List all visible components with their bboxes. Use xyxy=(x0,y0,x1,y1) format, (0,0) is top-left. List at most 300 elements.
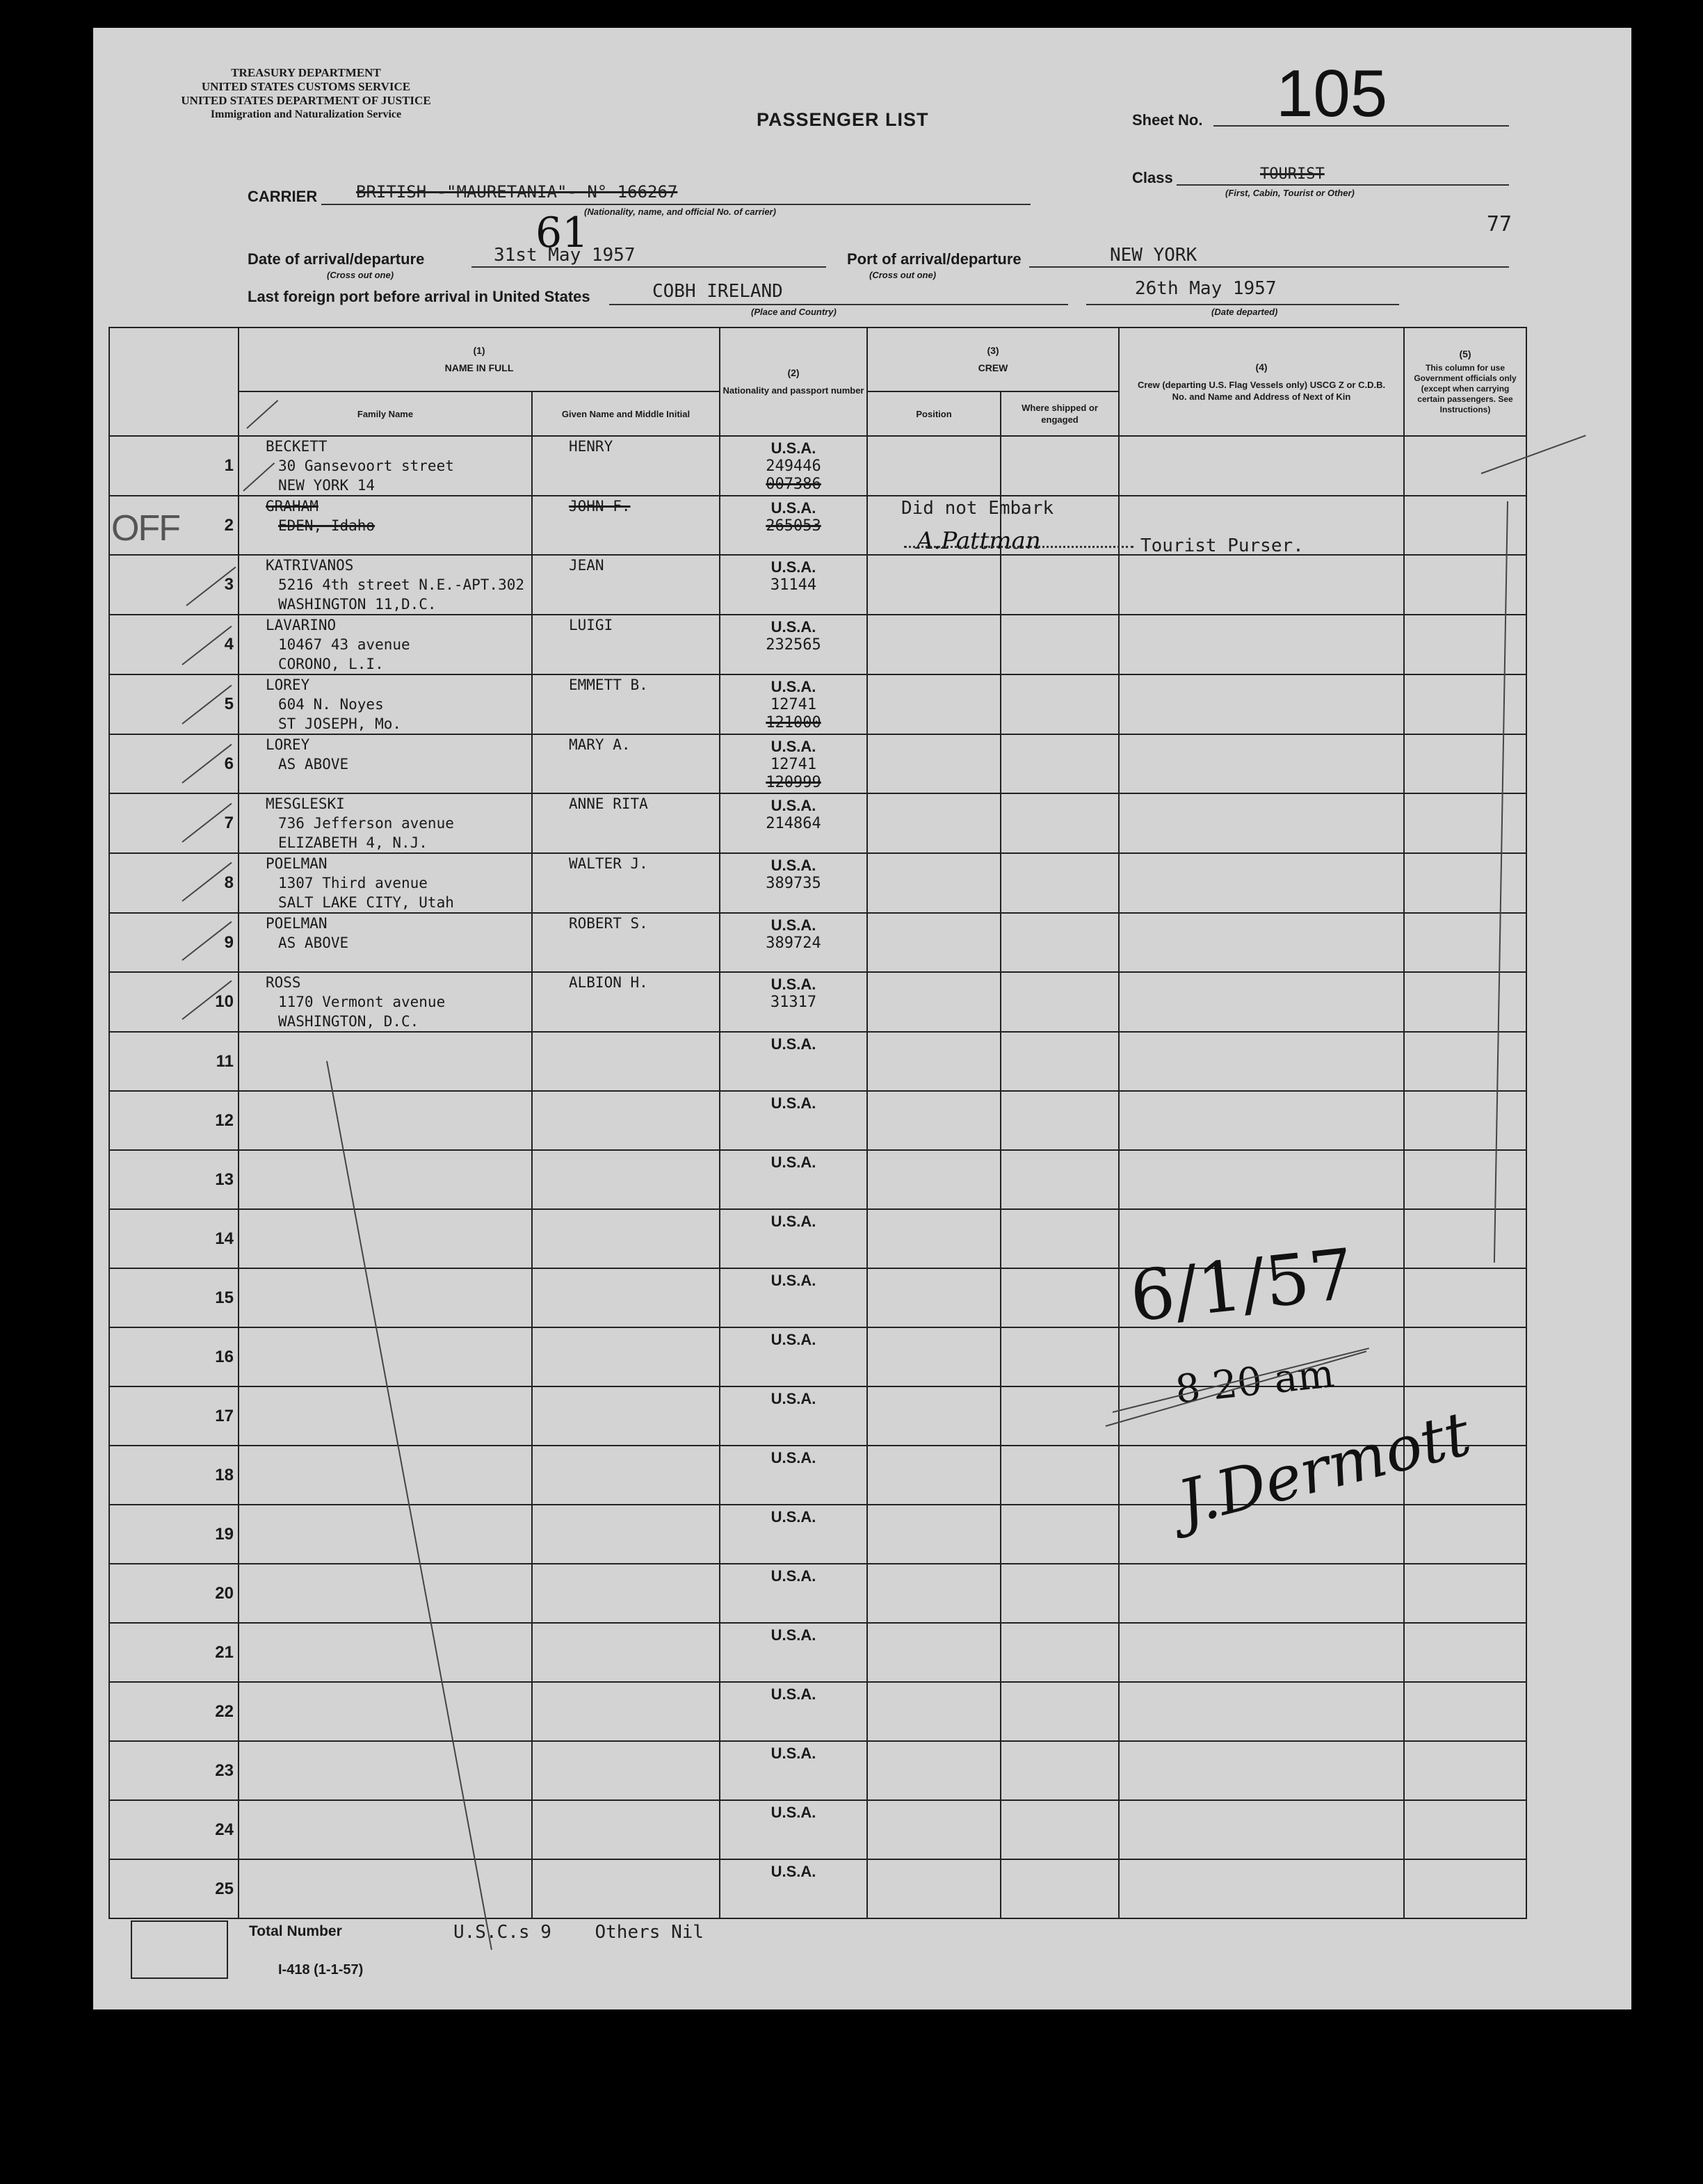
given-name-cell xyxy=(532,793,720,853)
row-number-text: 18 xyxy=(215,1465,234,1485)
next-of-kin-cell xyxy=(1119,1623,1404,1682)
next-of-kin-cell xyxy=(1119,1564,1404,1623)
table-row xyxy=(109,436,1526,496)
crew-position-cell xyxy=(867,615,1001,674)
table-row xyxy=(109,496,1526,555)
next-of-kin-cell xyxy=(1119,674,1404,734)
address-line-1: 10467 43 avenue xyxy=(278,636,410,653)
family-name-cell xyxy=(239,1446,532,1505)
address-line-2: EDEN, Idaho xyxy=(278,517,376,534)
crew-position-cell xyxy=(867,1209,1001,1268)
crew-position-cell xyxy=(867,972,1001,1032)
nationality-cell xyxy=(720,1150,867,1209)
given-name-cell xyxy=(532,972,720,1032)
given-name-cell xyxy=(532,1859,720,1918)
crew-shipped-cell xyxy=(1001,1564,1119,1623)
nationality: U.S.A. xyxy=(770,1685,816,1703)
next-of-kin-cell xyxy=(1119,793,1404,853)
family-name-cell xyxy=(239,1268,532,1327)
row-number xyxy=(109,1505,239,1564)
row-number xyxy=(109,793,239,853)
nationality: U.S.A. xyxy=(770,678,816,695)
government-use-cell xyxy=(1404,674,1526,734)
class-caption: (First, Cabin, Tourist or Other) xyxy=(1225,188,1355,198)
agency-line: TREASURY DEPARTMENT xyxy=(231,66,381,79)
address-line-2: SALT LAKE CITY, Utah xyxy=(278,894,454,911)
nationality: U.S.A. xyxy=(770,916,816,934)
family-name-cell xyxy=(239,1741,532,1800)
crew-shipped-cell xyxy=(1001,1032,1119,1091)
crew-position-cell xyxy=(867,913,1001,972)
address-line-1: 30 Gansevoort street xyxy=(278,458,454,474)
government-use-cell xyxy=(1404,1032,1526,1091)
agency-line: UNITED STATES DEPARTMENT OF JUSTICE xyxy=(181,94,431,107)
row-number-text: 9 xyxy=(224,932,234,952)
row-number-text: 21 xyxy=(215,1642,234,1662)
agency-header xyxy=(139,66,473,122)
passport-number: 389735 xyxy=(766,875,821,892)
family-name-cell xyxy=(239,1150,532,1209)
crew-shipped-cell xyxy=(1001,1741,1119,1800)
crew-position-cell xyxy=(867,1091,1001,1150)
government-use-cell xyxy=(1404,793,1526,853)
row-number-header xyxy=(109,327,239,436)
crew-shipped-cell xyxy=(1001,1150,1119,1209)
crew-shipped-cell xyxy=(1001,555,1119,615)
nationality-cell xyxy=(720,1859,867,1918)
family-name: LAVARINO xyxy=(266,617,337,633)
family-name-cell xyxy=(239,734,532,793)
table-row xyxy=(109,793,1526,853)
passport-number-struck: 007386 xyxy=(766,476,821,493)
date-stamp-handwritten: 6/1/57 xyxy=(1126,1233,1358,1338)
departed-value: 26th May 1957 xyxy=(1135,278,1277,299)
nationality: U.S.A. xyxy=(770,1331,816,1348)
carrier-value: BRITISH -"MAURETANIA"- N° 166267 xyxy=(356,182,678,202)
government-use-cell xyxy=(1404,1091,1526,1150)
nationality-cell xyxy=(720,436,867,496)
family-name-cell xyxy=(239,1623,532,1682)
government-use-cell xyxy=(1404,1327,1526,1386)
given-name-cell xyxy=(532,1032,720,1091)
row-number-text: 2 xyxy=(224,515,234,535)
passport-number-struck: 121000 xyxy=(766,714,821,731)
crew-position-cell xyxy=(867,1564,1001,1623)
crew-header: (3) CREW xyxy=(867,327,1119,391)
given-name-cell xyxy=(532,1505,720,1564)
purser-title: Tourist Purser. xyxy=(1140,535,1304,556)
row-number xyxy=(109,1150,239,1209)
address-line-2: AS ABOVE xyxy=(278,935,349,951)
shipped-header: Where shipped or engaged xyxy=(1001,391,1119,436)
next-of-kin-cell xyxy=(1119,555,1404,615)
family-name-cell xyxy=(239,615,532,674)
crew-position-cell xyxy=(867,734,1001,793)
total-value: U.S.C.s 9 Others Nil xyxy=(453,1922,704,1943)
form-number: I-418 (1-1-57) xyxy=(278,1962,364,1977)
table-row xyxy=(109,1564,1526,1623)
given-name-cell xyxy=(532,496,720,555)
nationality-cell xyxy=(720,853,867,913)
nationality: U.S.A. xyxy=(770,857,816,874)
passport-number: 12741 xyxy=(770,756,817,773)
nationality: U.S.A. xyxy=(770,1035,816,1053)
nationality-cell xyxy=(720,1327,867,1386)
nationality: U.S.A. xyxy=(770,976,816,993)
crew-position-cell xyxy=(867,1505,1001,1564)
table-row xyxy=(109,1741,1526,1800)
crew-position-cell xyxy=(867,793,1001,853)
crew-shipped-cell xyxy=(1001,1268,1119,1327)
given-name-cell xyxy=(532,734,720,793)
date-caption: (Cross out one) xyxy=(327,270,394,280)
crew-position-cell xyxy=(867,674,1001,734)
nationality: U.S.A. xyxy=(770,439,816,457)
crew-shipped-cell xyxy=(1001,1623,1119,1682)
given-name-cell xyxy=(532,1209,720,1268)
family-name-cell xyxy=(239,1091,532,1150)
side-number: 77 xyxy=(1487,212,1512,236)
government-use-cell xyxy=(1404,972,1526,1032)
agency-line: Immigration and Naturalization Service xyxy=(210,108,402,120)
crew-position-cell xyxy=(867,853,1001,913)
given-name: JOHN F. xyxy=(569,498,631,515)
nationality-cell xyxy=(720,793,867,853)
nationality: U.S.A. xyxy=(770,1863,816,1880)
row-number xyxy=(109,436,239,496)
family-name: POELMAN xyxy=(266,855,328,872)
table-row xyxy=(109,1150,1526,1209)
passport-number: 214864 xyxy=(766,815,821,832)
family-name-cell xyxy=(239,436,532,496)
family-name-cell xyxy=(239,913,532,972)
crew-position-cell xyxy=(867,1623,1001,1682)
nationality-cell xyxy=(720,496,867,555)
nationality-cell xyxy=(720,1209,867,1268)
row-number-text: 7 xyxy=(224,814,234,832)
port-label: Port of arrival/departure xyxy=(847,250,1022,268)
next-of-kin-cell xyxy=(1119,1741,1404,1800)
agency-line: UNITED STATES CUSTOMS SERVICE xyxy=(201,80,411,93)
passenger-table xyxy=(108,327,1527,1919)
given-name-cell xyxy=(532,913,720,972)
family-name-cell xyxy=(239,1505,532,1564)
given-name: LUIGI xyxy=(569,617,613,633)
crew-shipped-cell xyxy=(1001,1091,1119,1150)
next-of-kin-cell xyxy=(1119,1682,1404,1741)
table-row xyxy=(109,972,1526,1032)
address-line-2: WASHINGTON 11,D.C. xyxy=(278,596,437,613)
row-number xyxy=(109,1209,239,1268)
table-row xyxy=(109,913,1526,972)
port-caption: (Cross out one) xyxy=(869,270,937,280)
address-line-1: 5216 4th street N.E.-APT.302 xyxy=(278,576,525,593)
government-use-header: (5) This column for use Government officials only (except when carrying certain passengers. See Instructions) xyxy=(1404,327,1526,436)
table-row xyxy=(109,734,1526,793)
row-number-text: 24 xyxy=(215,1820,234,1839)
next-of-kin-header: (4) Crew (departing U.S. Flag Vessels only) USCG Z or C.D.B. No. and Name and Address of Next of Kin xyxy=(1119,327,1404,436)
family-name: LOREY xyxy=(266,736,310,753)
position-header: Position xyxy=(867,391,1001,436)
crew-shipped-cell xyxy=(1001,1327,1119,1386)
address-line-1: 1170 Vermont avenue xyxy=(278,994,446,1010)
table-row xyxy=(109,615,1526,674)
row-number xyxy=(109,1386,239,1446)
crew-position-cell xyxy=(867,1327,1001,1386)
passport-number-struck: 265053 xyxy=(766,517,821,535)
government-use-cell xyxy=(1404,555,1526,615)
table-row xyxy=(109,1800,1526,1859)
passport-number-struck: 120999 xyxy=(766,774,821,791)
crew-shipped-cell xyxy=(1001,1682,1119,1741)
nationality-cell xyxy=(720,734,867,793)
given-name-header: Given Name and Middle Initial xyxy=(532,391,720,436)
row-number xyxy=(109,615,239,674)
next-of-kin-cell xyxy=(1119,1032,1404,1091)
government-use-cell xyxy=(1404,1800,1526,1859)
nationality: U.S.A. xyxy=(770,1626,816,1644)
next-of-kin-cell xyxy=(1119,972,1404,1032)
next-of-kin-cell xyxy=(1119,913,1404,972)
crew-shipped-cell xyxy=(1001,1505,1119,1564)
crew-position-cell xyxy=(867,1446,1001,1505)
government-use-cell xyxy=(1404,1564,1526,1623)
nationality: U.S.A. xyxy=(770,1508,816,1526)
row-number-text: 11 xyxy=(216,1051,234,1071)
crew-position-cell xyxy=(867,436,1001,496)
nationality-cell xyxy=(720,1032,867,1091)
port-value: NEW YORK xyxy=(1110,245,1197,266)
table-row xyxy=(109,1032,1526,1091)
table-row xyxy=(109,1623,1526,1682)
table-row xyxy=(109,853,1526,913)
row-number xyxy=(109,1564,239,1623)
family-name-cell xyxy=(239,972,532,1032)
table-row xyxy=(109,555,1526,615)
crew-position-cell xyxy=(867,1268,1001,1327)
crew-shipped-cell xyxy=(1001,1800,1119,1859)
family-name-cell xyxy=(239,793,532,853)
address-line-2: AS ABOVE xyxy=(278,756,349,773)
passport-number: 249446 xyxy=(766,458,821,475)
nationality: U.S.A. xyxy=(770,1094,816,1112)
given-name: ANNE RITA xyxy=(569,795,648,812)
crew-shipped-cell xyxy=(1001,972,1119,1032)
address-line-2: ELIZABETH 4, N.J. xyxy=(278,834,428,851)
next-of-kin-cell xyxy=(1119,1800,1404,1859)
row-number-text: 10 xyxy=(215,992,234,1011)
nationality-cell xyxy=(720,1386,867,1446)
row-number-text: 15 xyxy=(215,1288,234,1307)
table-row xyxy=(109,1682,1526,1741)
family-name: GRAHAM xyxy=(266,498,318,515)
row-number xyxy=(109,853,239,913)
crew-position-cell xyxy=(867,1682,1001,1741)
given-name-cell xyxy=(532,1091,720,1150)
next-of-kin-cell xyxy=(1119,1859,1404,1918)
nationality: U.S.A. xyxy=(770,1213,816,1230)
date-label: Date of arrival/departure xyxy=(248,250,425,268)
passport-number: 31317 xyxy=(770,994,817,1011)
nationality-cell xyxy=(720,1623,867,1682)
government-use-cell xyxy=(1404,1150,1526,1209)
table-row xyxy=(109,1859,1526,1918)
given-name-cell xyxy=(532,1564,720,1623)
crew-shipped-cell xyxy=(1001,1446,1119,1505)
family-name-cell xyxy=(239,1800,532,1859)
given-name-cell xyxy=(532,1800,720,1859)
family-name: ROSS xyxy=(266,974,301,991)
family-name: LOREY xyxy=(266,677,310,693)
nationality-cell xyxy=(720,674,867,734)
row-number xyxy=(109,1327,239,1386)
nationality-cell xyxy=(720,1741,867,1800)
family-name-cell xyxy=(239,1682,532,1741)
passport-number: 232565 xyxy=(766,636,821,654)
given-name: MARY A. xyxy=(569,736,631,753)
row-number xyxy=(109,1091,239,1150)
table-row xyxy=(109,674,1526,734)
government-use-cell xyxy=(1404,1268,1526,1327)
next-of-kin-cell xyxy=(1119,853,1404,913)
family-name-cell xyxy=(239,853,532,913)
lastport-value: COBH IRELAND xyxy=(652,281,783,302)
row-number xyxy=(109,734,239,793)
nationality: U.S.A. xyxy=(770,558,816,576)
passport-number: 31144 xyxy=(770,576,817,594)
given-name: EMMETT B. xyxy=(569,677,648,693)
given-name: JEAN xyxy=(569,557,604,574)
government-use-cell xyxy=(1404,1505,1526,1564)
crew-position-cell xyxy=(867,1859,1001,1918)
row-number xyxy=(109,1446,239,1505)
crew-shipped-cell xyxy=(1001,436,1119,496)
crew-position-cell xyxy=(867,1150,1001,1209)
row-number-text: 6 xyxy=(224,754,234,773)
government-use-cell xyxy=(1404,913,1526,972)
date-handwritten: 61 xyxy=(535,209,589,257)
given-name: ALBION H. xyxy=(569,974,648,991)
given-name: WALTER J. xyxy=(569,855,648,872)
nationality: U.S.A. xyxy=(770,738,816,755)
family-name-cell xyxy=(239,674,532,734)
nationality: U.S.A. xyxy=(770,618,816,636)
crew-position-cell xyxy=(867,1800,1001,1859)
given-name-cell xyxy=(532,555,720,615)
government-use-cell xyxy=(1404,1859,1526,1918)
family-name-cell xyxy=(239,1859,532,1918)
given-name-cell xyxy=(532,1682,720,1741)
nationality: U.S.A. xyxy=(770,1745,816,1762)
name-header: (1) NAME IN FULL xyxy=(239,327,720,391)
row-number-text: 14 xyxy=(215,1229,234,1248)
nationality: U.S.A. xyxy=(770,797,816,814)
crew-shipped-cell xyxy=(1001,853,1119,913)
nationality-cell xyxy=(720,615,867,674)
next-of-kin-cell xyxy=(1119,734,1404,793)
nationality-cell xyxy=(720,555,867,615)
purser-signature: A.Pattman xyxy=(917,527,1041,555)
row-number-text: 8 xyxy=(224,873,234,892)
row-number xyxy=(109,1741,239,1800)
given-name-cell xyxy=(532,1623,720,1682)
family-name: MESGLESKI xyxy=(266,795,345,812)
crew-shipped-cell xyxy=(1001,674,1119,734)
class-value: TOURIST xyxy=(1260,165,1325,183)
family-name-cell xyxy=(239,1032,532,1091)
next-of-kin-cell xyxy=(1119,615,1404,674)
row-number xyxy=(109,555,239,615)
family-name-header: Family Name xyxy=(239,391,532,436)
row-number xyxy=(109,1623,239,1682)
crew-shipped-cell xyxy=(1001,734,1119,793)
given-name: HENRY xyxy=(569,438,613,455)
page-title: PASSENGER LIST xyxy=(757,109,929,130)
date-value: 31st May 1957 xyxy=(494,245,636,266)
given-name-cell xyxy=(532,436,720,496)
government-use-cell xyxy=(1404,1623,1526,1682)
sheet-label: Sheet No. xyxy=(1132,111,1203,129)
table-row xyxy=(109,1091,1526,1150)
crew-position-cell xyxy=(867,1386,1001,1446)
crew-shipped-cell xyxy=(1001,793,1119,853)
given-name-cell xyxy=(532,1268,720,1327)
departed-caption: (Date departed) xyxy=(1211,307,1278,317)
row-number xyxy=(109,1800,239,1859)
government-use-cell xyxy=(1404,1682,1526,1741)
nationality-cell xyxy=(720,1091,867,1150)
next-of-kin-cell xyxy=(1119,436,1404,496)
government-use-cell xyxy=(1404,436,1526,496)
address-line-2: WASHINGTON, D.C. xyxy=(278,1013,419,1030)
row-number xyxy=(109,1859,239,1918)
address-line-2: ST JOSEPH, Mo. xyxy=(278,715,402,732)
government-use-cell xyxy=(1404,734,1526,793)
nationality: U.S.A. xyxy=(770,1390,816,1407)
passport-number: 389724 xyxy=(766,935,821,952)
address-line-1: 604 N. Noyes xyxy=(278,696,384,713)
next-of-kin-cell xyxy=(1119,1091,1404,1150)
nationality-cell xyxy=(720,1800,867,1859)
nationality: U.S.A. xyxy=(770,1804,816,1821)
family-name-cell xyxy=(239,1386,532,1446)
given-name-cell xyxy=(532,1741,720,1800)
row-number-text: 12 xyxy=(215,1110,234,1130)
row-number-text: 3 xyxy=(224,575,234,594)
family-name-cell xyxy=(239,555,532,615)
total-box xyxy=(131,1920,228,1979)
carrier-caption: (Nationality, name, and official No. of carrier) xyxy=(584,207,776,217)
did-not-embark-note: Did not Embark xyxy=(901,498,1054,519)
row-number xyxy=(109,913,239,972)
nationality-cell xyxy=(720,1268,867,1327)
given-name-cell xyxy=(532,1386,720,1446)
crew-shipped-cell xyxy=(1001,1386,1119,1446)
given-name: ROBERT S. xyxy=(569,915,648,932)
government-use-cell xyxy=(1404,853,1526,913)
nationality-cell xyxy=(720,1564,867,1623)
row-number xyxy=(109,1682,239,1741)
address-line-1: 1307 Third avenue xyxy=(278,875,428,891)
nationality: U.S.A. xyxy=(770,1567,816,1585)
nationality-cell xyxy=(720,1505,867,1564)
row-number-text: 19 xyxy=(215,1524,234,1544)
next-of-kin-cell xyxy=(1119,1150,1404,1209)
crew-position-cell xyxy=(867,555,1001,615)
lastport-label: Last foreign port before arrival in United States xyxy=(248,288,590,305)
nationality-cell xyxy=(720,913,867,972)
sheet-number: 105 xyxy=(1276,56,1388,131)
